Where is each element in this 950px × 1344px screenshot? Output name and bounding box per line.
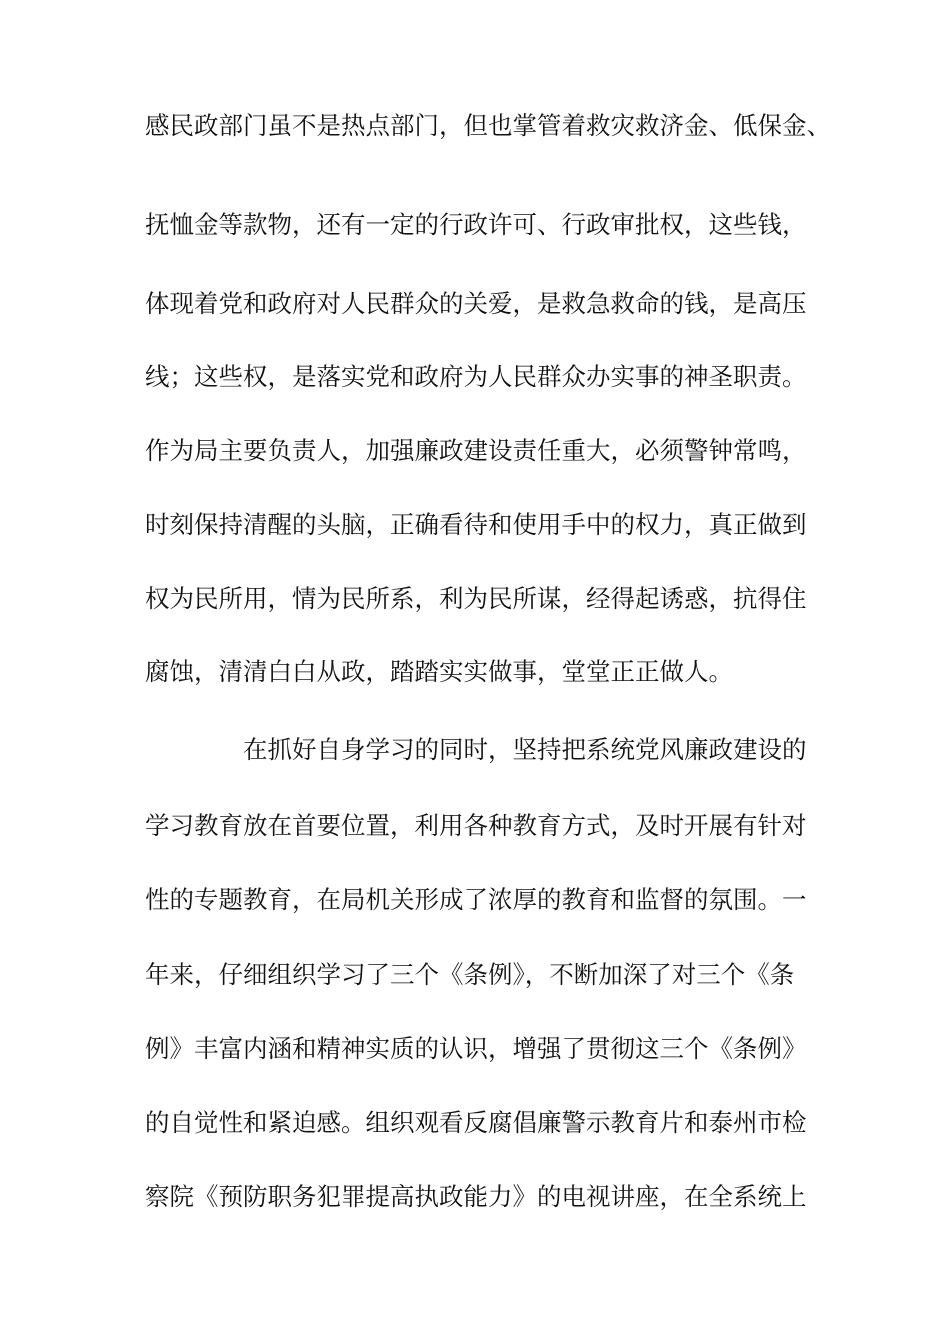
text-line: 性的专题教育，在局机关形成了浓厚的教育和监督的氛围。一 (145, 885, 807, 914)
paragraph-start-line: 在抓好自身学习的同时，坚持把系统党风廉政建设的 (243, 735, 807, 764)
text-line: 抚恤金等款物，还有一定的行政许可、行政审批权，这些钱， (145, 210, 807, 239)
text-line: 例》丰富内涵和精神实质的认识，增强了贯彻这三个《条例》 (145, 1034, 807, 1063)
text-line: 权为民所用，情为民所系，利为民所谋，经得起诱惑，抗得住 (145, 584, 807, 613)
text-line: 作为局主要负责人，加强廉政建设责任重大，必须警钟常鸣， (145, 436, 807, 465)
text-line: 线；这些权，是落实党和政府为人民群众办实事的神圣职责。 (145, 362, 807, 391)
text-line: 察院《预防职务犯罪提高执政能力》的电视讲座，在全系统上 (145, 1182, 807, 1211)
text-line: 体现着党和政府对人民群众的关爱，是救急救命的钱，是高压 (145, 289, 807, 318)
text-line: 腐蚀，清清白白从政，踏踏实实做事，堂堂正正做人。 (145, 657, 733, 686)
text-line: 学习教育放在首要位置，利用各种教育方式，及时开展有针对 (145, 811, 807, 840)
text-line: 感民政部门虽不是热点部门，但也掌管着救灾救济金、低保金、 (145, 111, 831, 140)
text-line: 时刻保持清醒的头脑，正确看待和使用手中的权力，真正做到 (145, 510, 807, 539)
text-line: 的自觉性和紧迫感。组织观看反腐倡廉警示教育片和泰州市检 (145, 1108, 807, 1137)
text-line: 年来，仔细组织学习了三个《条例》，不断加深了对三个《条 (145, 960, 795, 989)
